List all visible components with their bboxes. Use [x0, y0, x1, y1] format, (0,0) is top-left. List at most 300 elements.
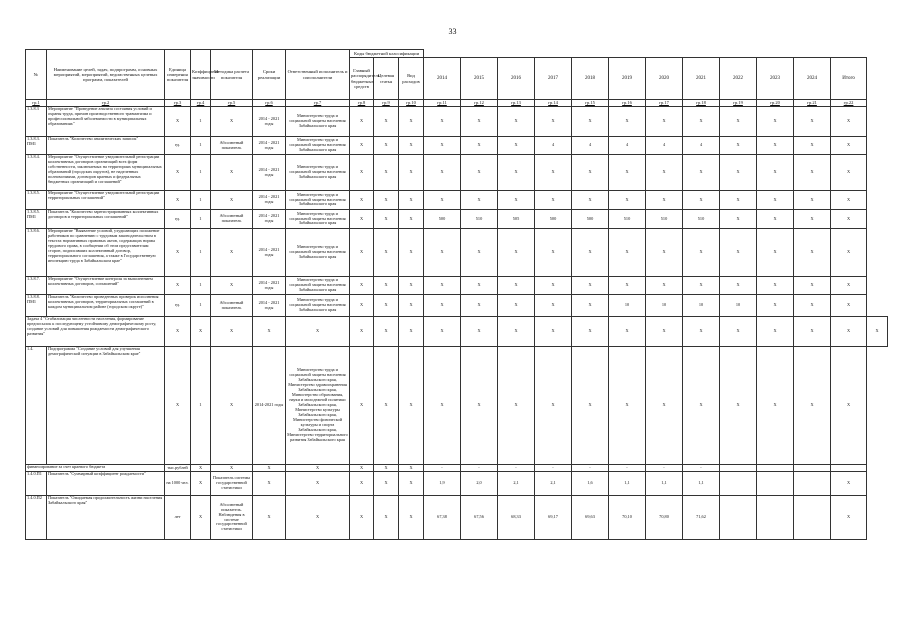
- row-year-value: X: [535, 295, 572, 317]
- financing-year-value: -: [572, 465, 609, 472]
- task-cell: X: [646, 317, 683, 347]
- task-cell: X: [535, 317, 572, 347]
- task-cell: X: [211, 317, 253, 347]
- financing-year-value: -: [461, 465, 498, 472]
- header-year-2019: 2019: [609, 58, 646, 100]
- financing-year-value: [720, 465, 757, 472]
- row-year-value: 1,1: [646, 472, 683, 496]
- task-cell: X: [253, 317, 286, 347]
- row-responsible: Министерство труда и социальной защиты населения Забайкальского края: [286, 210, 350, 229]
- row-unit: на 1000 чел.: [165, 472, 191, 496]
- column-number: гр.14: [535, 100, 572, 107]
- row-exptype: X: [399, 155, 424, 191]
- column-number: гр.3: [165, 100, 191, 107]
- row-method: Абсолютный показатель: [211, 137, 253, 155]
- row-unit: X: [165, 107, 191, 137]
- row-year-value: X: [720, 155, 757, 191]
- header-year-2023: 2023: [757, 58, 794, 100]
- column-numbers-row: [26, 100, 888, 107]
- column-number: гр.2: [47, 100, 165, 107]
- column-number: гр.22: [831, 100, 867, 107]
- row-grbs: X: [350, 277, 374, 295]
- row-term: 2014 - 2021 годы: [253, 277, 286, 295]
- column-number: гр.12: [461, 100, 498, 107]
- row-total: X: [831, 496, 867, 540]
- row-grbs: X: [350, 155, 374, 191]
- column-number: гр.5: [211, 100, 253, 107]
- row-coef: 1: [191, 155, 211, 191]
- task-cell: X: [498, 317, 535, 347]
- row-number: 1.3.8.5.: [26, 191, 47, 210]
- column-number: гр.1: [26, 100, 47, 107]
- row-year-value: 2,0: [461, 472, 498, 496]
- row-term: 2014 - 2021 годы: [253, 295, 286, 317]
- row-exptype: X: [399, 472, 424, 496]
- row-term: 2014 - 2021 годы: [253, 107, 286, 137]
- row-target: X: [374, 191, 399, 210]
- row-year-value: X: [757, 229, 794, 277]
- row-unit: X: [165, 191, 191, 210]
- table-row: [26, 155, 888, 191]
- row-year-value: 2,1: [498, 472, 535, 496]
- row-year-value: 69,17: [535, 496, 572, 540]
- row-year-value: X: [424, 295, 461, 317]
- header-year-2024: 2024: [794, 58, 831, 100]
- row-exptype: X: [399, 107, 424, 137]
- row-name: Мероприятие "Осуществление уведомительной регистрации территориальных соглашений": [47, 191, 165, 210]
- task-cell: X: [609, 317, 646, 347]
- header-year-2018: 2018: [572, 58, 609, 100]
- program-table: [25, 49, 888, 540]
- row-year-value: X: [498, 155, 535, 191]
- row-year-value: X: [757, 347, 794, 465]
- column-number: гр.19: [720, 100, 757, 107]
- row-coef: 1: [191, 277, 211, 295]
- row-grbs: X: [350, 229, 374, 277]
- row-name: Подпрограмма "Создание условий для улучшения демографической ситуации в Забайкальском крае": [47, 347, 165, 465]
- task-cell: X: [794, 317, 831, 347]
- row-year-value: 10: [683, 295, 720, 317]
- header-year-2016: 2016: [498, 58, 535, 100]
- row-unit: X: [165, 347, 191, 465]
- task-cell: X: [720, 317, 757, 347]
- row-year-value: X: [424, 155, 461, 191]
- row-term: 2014 - 2021 годы: [253, 155, 286, 191]
- task-cell: X: [867, 317, 888, 347]
- table-row: [26, 137, 888, 155]
- header-year-2017: 2017: [535, 58, 572, 100]
- row-year-value: 510: [609, 210, 646, 229]
- row-method: Абсолютный показатель: [211, 210, 253, 229]
- column-number: гр.16: [609, 100, 646, 107]
- row-year-value: 2,1: [535, 472, 572, 496]
- row-responsible: Министерство труда и социальной защиты населения Забайкальского края: [286, 191, 350, 210]
- row-year-value: 4: [609, 137, 646, 155]
- header-method: Методика расчета показателя: [211, 50, 253, 100]
- row-year-value: 510: [646, 210, 683, 229]
- row-year-value: X: [609, 277, 646, 295]
- row-year-value: [794, 496, 831, 540]
- row-year-value: X: [535, 229, 572, 277]
- row-unit: ед.: [165, 137, 191, 155]
- page-number: 33: [448, 27, 457, 36]
- table-row: [26, 496, 888, 540]
- row-unit: X: [165, 155, 191, 191]
- row-target: X: [374, 277, 399, 295]
- row-year-value: X: [498, 137, 535, 155]
- row-year-value: X: [461, 155, 498, 191]
- row-number: 1.3.8.5. ПМ1: [26, 210, 47, 229]
- row-year-value: [720, 496, 757, 540]
- row-year-value: X: [498, 277, 535, 295]
- header-name: Наименование целей, задач, подпрограмм, основных мероприятий, мероприятий, ведомственных целевых программ, показателей: [47, 50, 165, 100]
- row-number: 1.3.8.4.: [26, 155, 47, 191]
- row-year-value: X: [535, 155, 572, 191]
- row-exptype: X: [399, 496, 424, 540]
- row-year-value: X: [720, 137, 757, 155]
- row-total: X: [831, 277, 867, 295]
- row-year-value: X: [498, 191, 535, 210]
- row-coef: 1: [191, 295, 211, 317]
- row-year-value: 510: [683, 210, 720, 229]
- task-cell: X: [374, 317, 399, 347]
- row-total: X: [831, 137, 867, 155]
- row-number: 1.4.0.П2: [26, 496, 47, 540]
- program-table-wrapper: [25, 49, 888, 540]
- financing-exptype: X: [399, 465, 424, 472]
- column-number: гр.17: [646, 100, 683, 107]
- row-unit: ед.: [165, 295, 191, 317]
- column-number: гр.20: [757, 100, 794, 107]
- header-unit: Единица измерения показателя: [165, 50, 191, 100]
- row-exptype: X: [399, 295, 424, 317]
- row-year-value: [720, 472, 757, 496]
- row-year-value: [757, 496, 794, 540]
- row-target: X: [374, 229, 399, 277]
- row-year-value: X: [794, 191, 831, 210]
- column-number: гр.8: [350, 100, 374, 107]
- row-total: X: [831, 155, 867, 191]
- row-year-value: X: [757, 155, 794, 191]
- row-year-value: X: [683, 277, 720, 295]
- row-year-value: X: [683, 107, 720, 137]
- row-year-value: X: [757, 107, 794, 137]
- row-grbs: X: [350, 347, 374, 465]
- header-year-2020: 2020: [646, 58, 683, 100]
- row-number: 1.3.8.6.: [26, 229, 47, 277]
- row-year-value: X: [461, 229, 498, 277]
- header-grbs: Главный распорядитель бюджетных средств: [350, 58, 374, 100]
- table-row: [26, 191, 888, 210]
- column-number: гр.9: [374, 100, 399, 107]
- row-method: Показатель системы государственной статистики: [211, 472, 253, 496]
- row-year-value: X: [683, 347, 720, 465]
- row-year-value: X: [757, 191, 794, 210]
- column-number: гр.7: [286, 100, 350, 107]
- header-exptype: Вид расходов: [399, 58, 424, 100]
- row-year-value: 68,33: [498, 496, 535, 540]
- row-name: Мероприятие "Осуществление контроля за выполнением коллективных договоров, соглашений": [47, 277, 165, 295]
- row-grbs: X: [350, 191, 374, 210]
- row-term: 2014 - 2021 годы: [253, 229, 286, 277]
- row-name: Мероприятие "Осуществление уведомительной регистрации коллективных договоров организаций всех форм собственности, заключаемых на территориях муниципальных образований (городских округов), не наделенных полномочиями, договоров краевых и федеральных бюджетных организаций и соглашений": [47, 155, 165, 191]
- header-year-2015: 2015: [461, 58, 498, 100]
- row-year-value: X: [646, 155, 683, 191]
- row-term: 2014 - 2021 годы: [253, 210, 286, 229]
- row-year-value: X: [757, 210, 794, 229]
- row-name: Показатель "Количество зарегистрированных коллективных договоров и территориальных соглашений": [47, 210, 165, 229]
- header-num: №: [26, 50, 47, 100]
- row-term: 2014-2021 годы: [253, 347, 286, 465]
- row-coef: 1: [191, 137, 211, 155]
- row-method: X: [211, 229, 253, 277]
- financing-year-value: -: [646, 465, 683, 472]
- row-number: 1.3.8.8. ПМ1: [26, 295, 47, 317]
- financing-grbs: X: [350, 465, 374, 472]
- row-year-value: X: [794, 210, 831, 229]
- row-year-value: 1,1: [683, 472, 720, 496]
- row-number: 1.4.: [26, 347, 47, 465]
- row-year-value: 67,56: [461, 496, 498, 540]
- row-year-value: X: [609, 155, 646, 191]
- header-year-2014: 2014: [424, 58, 461, 100]
- row-year-value: 10: [609, 295, 646, 317]
- row-name: Мероприятие "Выявление условий, ухудшающих положение работников по сравнению с трудовым законодательством в текстах нормативных правовых актов, содержащих нормы трудового права, в сообщении об этом представителям сторон, подписавших коллективный договор, территориального соглашения, а также в Государственную инспекцию труда в Забайкальском крае": [47, 229, 165, 277]
- column-number: гр.10: [399, 100, 424, 107]
- row-term: 2014 - 2021 годы: [253, 191, 286, 210]
- row-year-value: X: [572, 107, 609, 137]
- task-cell: X: [191, 317, 211, 347]
- row-year-value: X: [424, 229, 461, 277]
- row-year-value: 70,80: [646, 496, 683, 540]
- row-method: Абсолютный показатель. Наблюдения в системе государственной статистики: [211, 496, 253, 540]
- row-number: 1.3.8.3. ПМ1: [26, 137, 47, 155]
- row-unit: X: [165, 277, 191, 295]
- financing-term: X: [253, 465, 286, 472]
- row-year-value: 10: [646, 295, 683, 317]
- row-grbs: X: [350, 137, 374, 155]
- row-year-value: 500: [572, 210, 609, 229]
- financing-year-value: -: [498, 465, 535, 472]
- row-exptype: X: [399, 191, 424, 210]
- financing-row: [26, 465, 888, 472]
- row-coef: X: [191, 472, 211, 496]
- row-year-value: X: [535, 277, 572, 295]
- row-unit: ед.: [165, 210, 191, 229]
- row-total: X: [831, 210, 867, 229]
- row-term: X: [253, 496, 286, 540]
- row-year-value: X: [720, 347, 757, 465]
- row-year-value: 4: [572, 137, 609, 155]
- row-year-value: 510: [461, 210, 498, 229]
- financing-coef: X: [191, 465, 211, 472]
- row-year-value: X: [461, 277, 498, 295]
- row-number: 1.3.8.3: [26, 107, 47, 137]
- row-unit: лет: [165, 496, 191, 540]
- row-year-value: X: [646, 277, 683, 295]
- header-term: Сроки реализации: [253, 50, 286, 100]
- task-cell: X: [350, 317, 374, 347]
- row-year-value: 500: [535, 210, 572, 229]
- row-year-value: X: [646, 191, 683, 210]
- header-coef: Коэффициент значимости: [191, 50, 211, 100]
- row-number: 1.4.0.П1: [26, 472, 47, 496]
- row-method: X: [211, 347, 253, 465]
- row-year-value: X: [794, 107, 831, 137]
- row-year-value: 10: [720, 295, 757, 317]
- row-target: X: [374, 347, 399, 465]
- row-responsible: Министерство труда и социальной защиты населения Забайкальского края: [286, 107, 350, 137]
- row-coef: 1: [191, 107, 211, 137]
- row-responsible: Министерство труда и социальной защиты населения Забайкальского края: [286, 295, 350, 317]
- row-target: X: [374, 496, 399, 540]
- row-year-value: X: [498, 107, 535, 137]
- row-year-value: [794, 472, 831, 496]
- row-year-value: X: [498, 229, 535, 277]
- row-exptype: X: [399, 347, 424, 465]
- row-year-value: X: [794, 137, 831, 155]
- row-year-value: X: [757, 295, 794, 317]
- financing-year-value: [794, 465, 831, 472]
- row-year-value: [757, 472, 794, 496]
- column-number: гр.11: [424, 100, 461, 107]
- financing-total: [831, 465, 867, 472]
- row-term: X: [253, 472, 286, 496]
- financing-year-value: -: [609, 465, 646, 472]
- column-number: гр.15: [572, 100, 609, 107]
- row-year-value: X: [794, 347, 831, 465]
- row-total: X: [831, 347, 867, 465]
- row-year-value: X: [572, 347, 609, 465]
- row-year-value: X: [461, 295, 498, 317]
- row-year-value: 4: [646, 137, 683, 155]
- row-year-value: 1,6: [572, 472, 609, 496]
- header-year-2022: 2022: [720, 58, 757, 100]
- financing-year-value: -: [424, 465, 461, 472]
- header-year-2021: 2021: [683, 58, 720, 100]
- table-row: [26, 107, 888, 137]
- row-year-value: X: [572, 295, 609, 317]
- row-grbs: X: [350, 496, 374, 540]
- row-year-value: X: [535, 347, 572, 465]
- row-year-value: X: [720, 229, 757, 277]
- row-year-value: X: [424, 137, 461, 155]
- row-term: 2014 - 2021 годы: [253, 137, 286, 155]
- task-cell: X: [424, 317, 461, 347]
- row-year-value: X: [720, 191, 757, 210]
- row-year-value: X: [794, 277, 831, 295]
- row-responsible: X: [286, 496, 350, 540]
- task-cell: X: [683, 317, 720, 347]
- row-name: Показатель "Суммарный коэффициент рождаемости": [47, 472, 165, 496]
- row-coef: 1: [191, 210, 211, 229]
- row-exptype: X: [399, 137, 424, 155]
- row-target: X: [374, 137, 399, 155]
- table-row: [26, 295, 888, 317]
- row-year-value: X: [609, 107, 646, 137]
- task-cell: X: [461, 317, 498, 347]
- row-year-value: X: [609, 191, 646, 210]
- row-year-value: X: [461, 347, 498, 465]
- header-resp: Ответственный исполнитель и соисполнители: [286, 50, 350, 100]
- table-row: [26, 472, 888, 496]
- row-exptype: X: [399, 210, 424, 229]
- row-coef: 1: [191, 229, 211, 277]
- header-budget-group: Коды бюджетной классификации: [350, 50, 424, 58]
- row-grbs: X: [350, 295, 374, 317]
- row-year-value: X: [535, 191, 572, 210]
- financing-year-value: -: [535, 465, 572, 472]
- row-year-value: X: [424, 277, 461, 295]
- row-coef: 1: [191, 191, 211, 210]
- row-year-value: X: [572, 191, 609, 210]
- row-unit: X: [165, 229, 191, 277]
- row-year-value: 4: [535, 137, 572, 155]
- row-year-value: 1,1: [609, 472, 646, 496]
- financing-resp: X: [286, 465, 350, 472]
- row-total: X: [831, 107, 867, 137]
- row-year-value: 70,10: [609, 496, 646, 540]
- row-year-value: 4: [683, 137, 720, 155]
- row-total: X: [831, 295, 867, 317]
- row-method: X: [211, 277, 253, 295]
- column-number: гр.21: [794, 100, 831, 107]
- task-cell: X: [286, 317, 350, 347]
- row-exptype: X: [399, 277, 424, 295]
- row-year-value: 69,63: [572, 496, 609, 540]
- task-cell: X: [757, 317, 794, 347]
- row-year-value: X: [794, 155, 831, 191]
- row-name: Показатель "Количество проведенных проверок исполнения коллективных договоров, территориальных соглашений в каждом муниципальном районе (городском округе)": [47, 295, 165, 317]
- row-coef: X: [191, 496, 211, 540]
- row-year-value: X: [572, 155, 609, 191]
- row-year-value: X: [720, 277, 757, 295]
- row-year-value: X: [535, 107, 572, 137]
- row-year-value: X: [609, 347, 646, 465]
- row-year-value: X: [646, 107, 683, 137]
- task-row: [26, 317, 888, 347]
- row-total: X: [831, 472, 867, 496]
- row-year-value: X: [609, 229, 646, 277]
- task-cell: X: [399, 317, 424, 347]
- row-year-value: X: [572, 277, 609, 295]
- table-row: [26, 347, 888, 465]
- row-year-value: X: [683, 155, 720, 191]
- row-year-value: X: [646, 347, 683, 465]
- header-target: Целевая статья: [374, 58, 399, 100]
- row-coef: 1: [191, 347, 211, 465]
- financing-unit: тыс.рублей: [165, 465, 191, 472]
- row-year-value: 71,62: [683, 496, 720, 540]
- row-total: X: [831, 191, 867, 210]
- row-total: X: [831, 229, 867, 277]
- row-name: Мероприятие "Проведение анализа состояния условий и охраны труда, причин производственного травматизма и профессиональной заболеваемости в муниципальных образованиях": [47, 107, 165, 137]
- table-row: [26, 277, 888, 295]
- financing-target: X: [374, 465, 399, 472]
- column-number: гр.13: [498, 100, 535, 107]
- row-year-value: X: [720, 210, 757, 229]
- task-cell: X: [831, 317, 867, 347]
- row-year-value: 1,9: [424, 472, 461, 496]
- row-year-value: X: [461, 107, 498, 137]
- row-grbs: X: [350, 210, 374, 229]
- row-responsible: Министерство труда и социальной защиты населения Забайкальского края: [286, 229, 350, 277]
- row-year-value: X: [720, 107, 757, 137]
- financing-method: X: [211, 465, 253, 472]
- row-year-value: X: [683, 229, 720, 277]
- table-row: [26, 229, 888, 277]
- row-year-value: X: [498, 347, 535, 465]
